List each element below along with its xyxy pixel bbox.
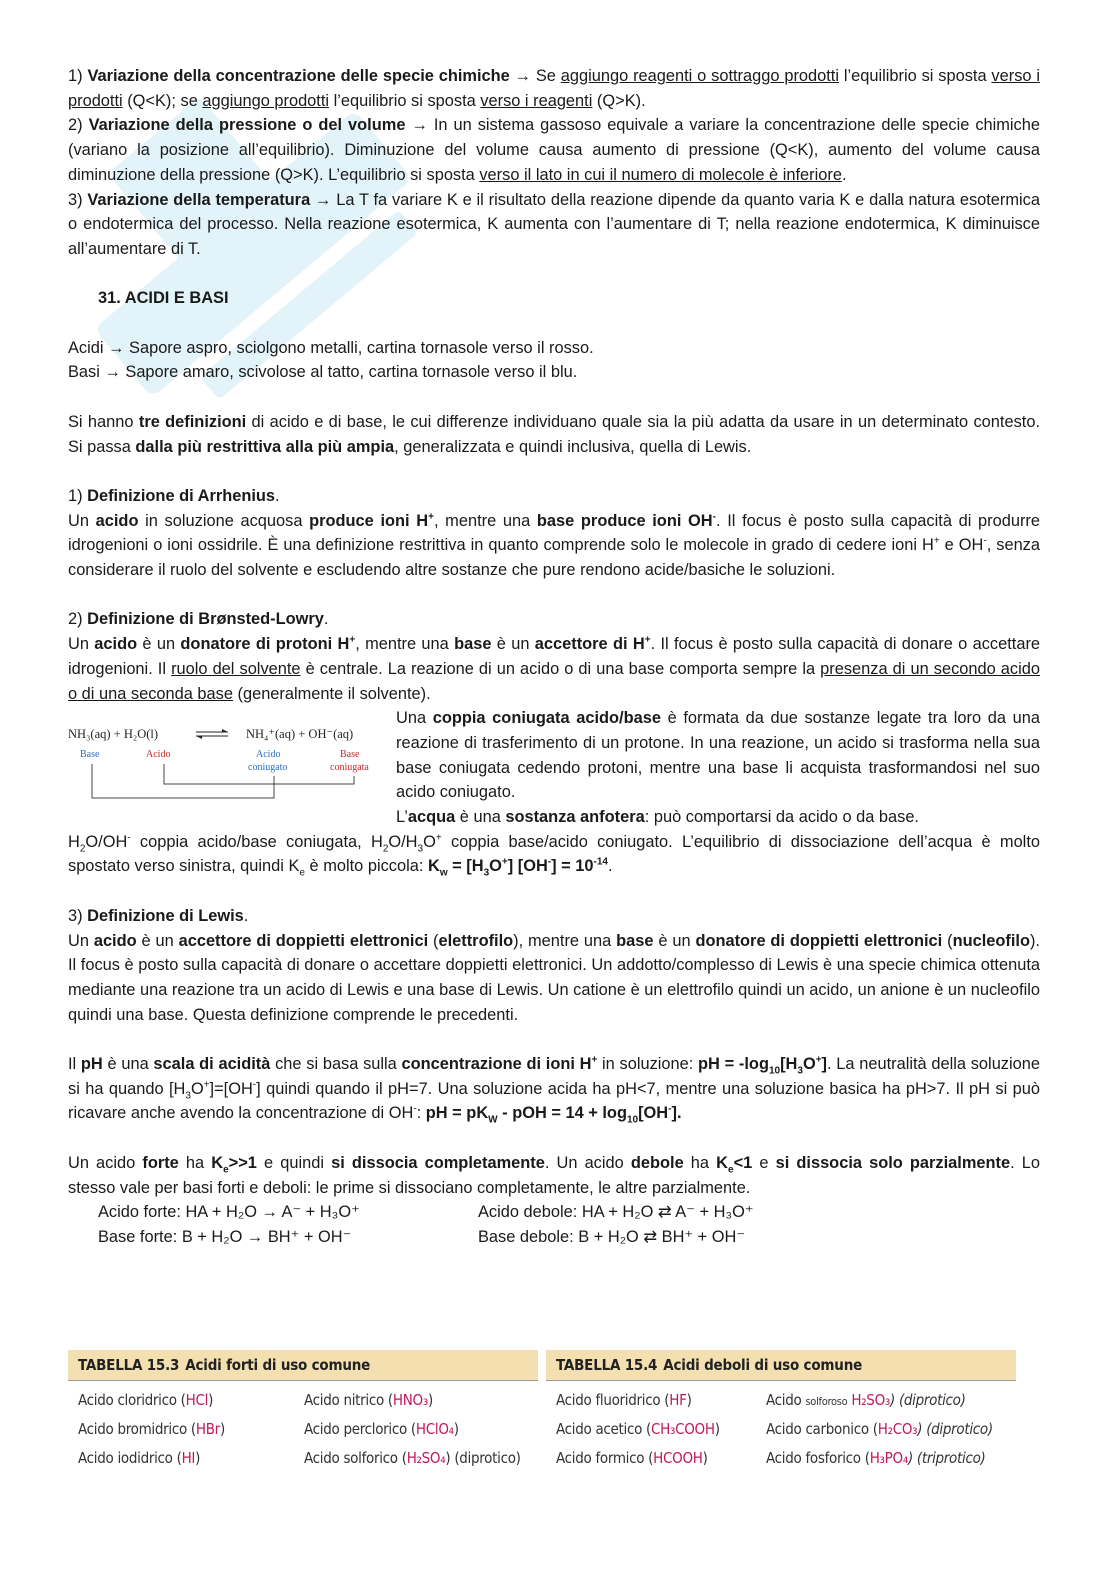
bronsted-title: 2) Definizione di Brønsted-Lowry. [68, 610, 329, 629]
acid-tables [68, 1350, 1016, 1472]
table-weak-acids-header: TABELLA 15.4 Acidi deboli di uso comune [546, 1350, 1016, 1380]
arrhenius-text: Un acido in soluzione acquosa produce ioni H+, mentre una base produce ioni OH-. Il focus è posto sulla capacità di produrre idrogenioni o ioni ossidrile. È una definizione restrittiva in quanto comprende solo le molecole in grado di cedere ioni H+ e OH-, senza considerare il ruolo del solvente e escludendo altre sostanze che pure rendono acide/basiche le soluzioni. [68, 511, 1040, 579]
table-weak-acids [546, 1350, 1016, 1472]
eq-left: NH₃(aq) + H₂O(l) [68, 727, 159, 742]
water-amphoteric: L’acqua è una sostanza anfotera: può comportarsi da acido o da base. [396, 808, 919, 827]
paragraph-concentration: 1) Variazione della concentrazione delle specie chimiche → Se aggiungo reagenti o sottraggo prodotti l’equilibrio si sposta verso i prodotti (Q<K); se aggiungo prodotti l’equilibrio si sposta verso i reagenti (Q>K). [68, 67, 1040, 110]
svg-text:coniugata: coniugata [330, 762, 369, 774]
svg-text:coniugato: coniugato [248, 762, 288, 774]
equations-row-acid [68, 1200, 1040, 1225]
table-strong-acids-header: TABELLA 15.3 Acidi forti di uso comune [68, 1350, 538, 1380]
acidi-line: Acidi → Sapore aspro, sciolgono metalli, cartina tornasole verso il rosso. [68, 338, 594, 357]
eq-acido-debole: Acido debole: HA + H₂O ⇄ A⁻ + H₃O⁺ [478, 1203, 754, 1222]
table-row: Acido cloridrico (HCl) Acido nitrico (HNO₃) [78, 1390, 433, 1409]
link-base-acid [92, 764, 274, 798]
table-row: Acido fluoridrico (HF) Acido solforoso H₂SO₃) (diprotico) [556, 1390, 966, 1409]
paragraph-definitions: Si hanno tre definizioni di acido e di base, le cui differenze individuano quale sia la più adatta da usare in un determinato contesto. Si passa dalla più restrittiva alla più ampia, generalizzata e quindi inclusiva, quella di Lewis. [68, 412, 1040, 456]
paragraph-pressure: 2) Variazione della pressione o del volume → In un sistema gassoso equivale a variare la concentrazione delle specie chimiche (variano la posizione all’equilibrio). Diminuzione del volume causa aumento di pressione (Q<K), aumento del volume causa diminuzione della pressione (Q>K). L’equilibrio si sposta verso il lato in cui il numero di molecole è inferiore. [68, 116, 1040, 184]
table-row: Acido formico (HCOOH) Acido fosforico (H₃PO₄) (triprotico) [556, 1448, 986, 1467]
bronsted-text: Un acido è un donatore di protoni H+, mentre una base è un accettore di H+. Il focus è posto sulla capacità di donare o accettare idrogenioni. Il ruolo del solvente è centrale. La reazione di un acido o di una base comporta sempre la presenza di un secondo acido o di una seconda base (generalmente il solvente). [68, 634, 1041, 703]
arrhenius-title: 1) Definizione di Arrhenius. [68, 486, 280, 505]
conjugate-pair-block [68, 706, 1040, 830]
table-row: Acido acetico (CH₃COOH) Acido carbonico (H₂CO₃) (diprotico) [556, 1419, 993, 1438]
table-strong-acids [68, 1350, 538, 1472]
eq-right: NH₄⁺(aq) + OH⁻(aq) [246, 727, 354, 742]
table-row: Acido bromidrico (HBr) Acido perclorico (HClO₄) [78, 1419, 459, 1438]
label-base-coniugata: Base [340, 749, 360, 761]
section-heading: 31. ACIDI E BASI [98, 289, 229, 308]
conjugate-pair-text: Una coppia coniugata acido/base è formata da due sostanze legate tra loro da una reazione di trasferimento di un protone. In una reazione, un acido si trasforma nella sua base coniugata cedendo protoni, mentre una base li acquista trasformandosi nel suo acido coniugato. [396, 709, 1040, 802]
paragraph-temperature: 3) Variazione della temperatura → La T fa variare K e il risultato della reazione dipende da quanto varia K e dalla natura esotermica o endotermica del processo. Nella reazione esotermica, K aumenta con l’aumentare di T; nella reazione endotermica, K diminuisce all’aumentare di T. [68, 190, 1040, 258]
label-base: Base [80, 749, 100, 761]
lewis-text: Un acido è un accettore di doppietti elettronici (elettrofilo), mentre una base è un donatore di doppietti elettronici (nucleofilo). Il focus è posto sulla capacità di donare o accettare doppietti elettronici. Un addotto/complesso di Lewis è una specie chimica ottenuta mediante una reazione tra un acido di Lewis e una base di Lewis. Un catione è un elettrofilo quindi un acido, un anione è un nucleofilo quindi una base. Questa definizione comprende le precedenti. [68, 931, 1040, 1024]
water-equilibrium: $H_2O/OH^-$ coppia acido/base coniugata, $H_2O/H_3O^+$ coppia base/acido coniugato. L’equilibrio di dissociazione dell’acqua è molto spostato verso sinistra, quindi $K_e$ è molto piccola: $K_w = [H_3O^+] [OH^-] = 10^{-14}$. [68, 832, 1040, 879]
ph-paragraph: Il pH è una scala di acidità che si basa sulla concentrazione di ioni H+ in soluzione: pH = $-\log_{10}[H_3O^+]$. La neutralità della soluzione si ha quando $[H_3O^+]=[OH^-]$ quindi quando il pH=7. Una soluzione acida ha pH<7, mentre una soluzione basica ha pH>7. Il pH si può ricavare anche avendo la concentrazione di OH-: pH = $pK_W$ - pOH = $14 + \log_{10}[OH^-]$. [68, 1054, 1040, 1126]
strong-weak-paragraph: Un acido forte ha $K_e>>1$ e quindi si dissocia completamente. Un acido debole ha $K_e<1$ e si dissocia solo parzialmente. Lo stesso vale per basi forti e deboli: le prime si dissociano completamente, le altre parzialmente. [68, 1153, 1041, 1197]
lewis-title: 3) Definizione di Lewis. [68, 906, 249, 925]
ammonia-reaction-figure [68, 720, 388, 810]
label-acido-coniugato: Acido [256, 749, 281, 761]
eq-acido-forte: Acido forte: HA + H₂O → A⁻ + H₃O⁺ [98, 1203, 360, 1222]
document-body [68, 64, 1040, 1250]
equilibrium-arrow [196, 729, 228, 739]
eq-base-debole: Base debole: B + H₂O ⇄ BH⁺ + OH⁻ [478, 1227, 745, 1246]
eq-base-forte: Base forte: B + H₂O → BH⁺ + OH⁻ [98, 1227, 352, 1246]
equations-row-base [68, 1225, 1040, 1250]
basi-line: Basi → Sapore amaro, scivolose al tatto, cartina tornasole verso il blu. [68, 363, 578, 382]
table-row: Acido iodidrico (HI) Acido solforico (H₂SO₄) (diprotico) [78, 1448, 521, 1467]
label-acido: Acido [146, 749, 171, 761]
